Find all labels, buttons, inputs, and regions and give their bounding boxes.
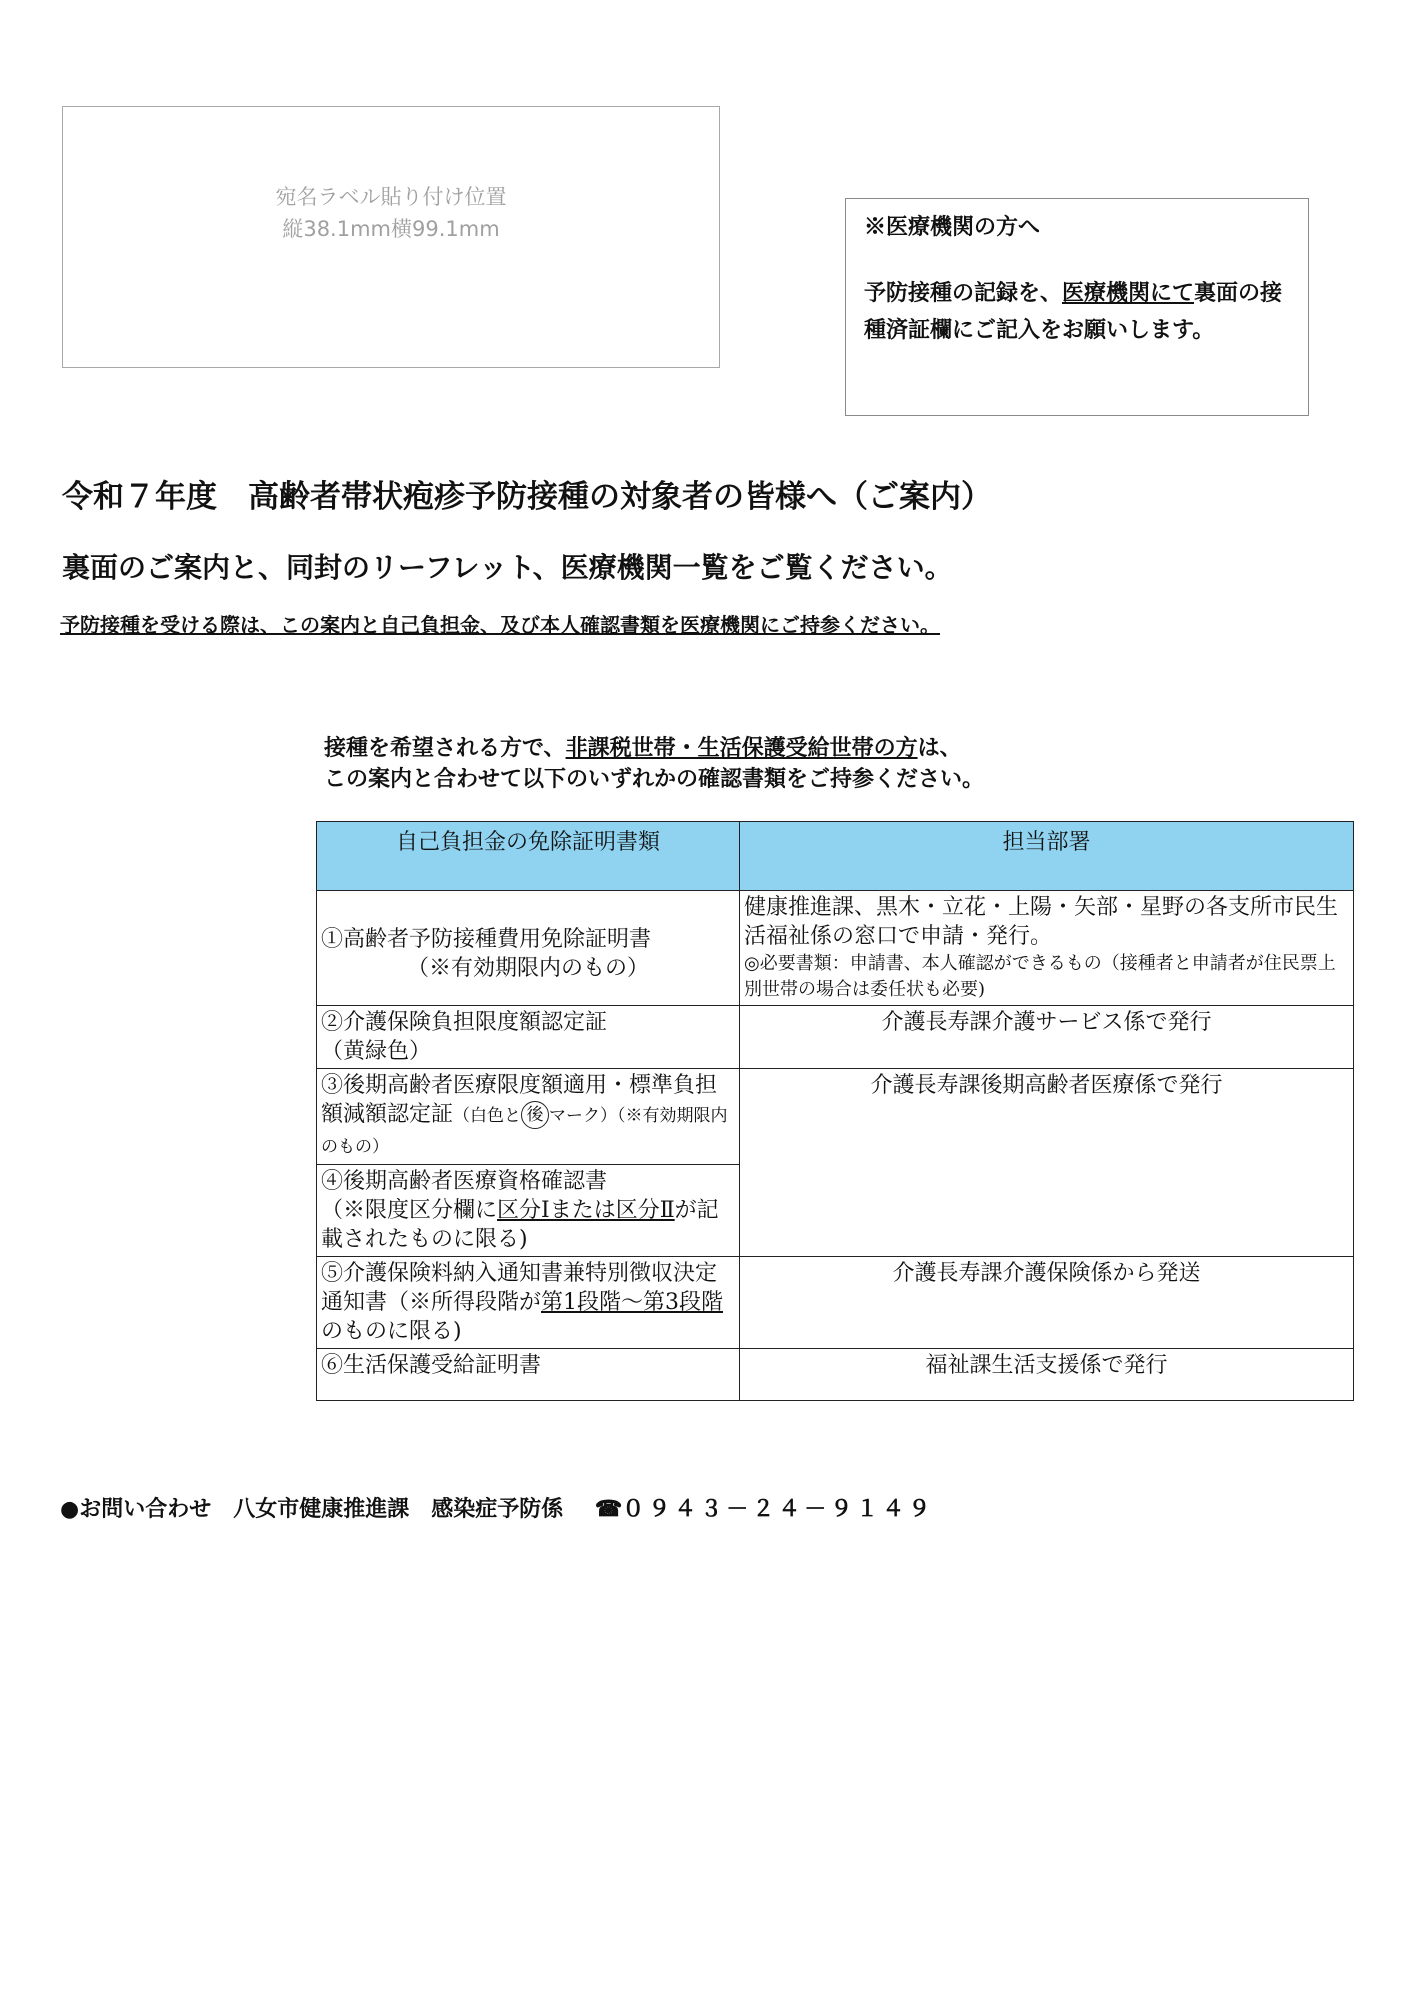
- row4-note-post: が記載されたものに限る): [321, 1198, 719, 1252]
- bring-items-notice: 予防接種を受ける際は、この案内と自己負担金、及び本人確認書類を医療機関にご持参ください。: [60, 613, 940, 637]
- row1-dept: 健康推進課、黒木・立花・上陽・矢部・星野の各支所市民生活福祉係の窓口で申請・発行。: [744, 895, 1339, 949]
- row1-doc-line2: （※有効期限内のもの）: [406, 956, 649, 981]
- table-cell-document: [317, 1165, 740, 1257]
- row2-doc: ②介護保険負担限度額認定証: [321, 1010, 608, 1035]
- exemption-intro: [324, 733, 984, 795]
- page-subtitle: 裏面のご案内と、同封のリーフレット、医療機関一覧をご覧ください。: [62, 551, 953, 584]
- table-header-department: 担当部署: [740, 822, 1354, 891]
- medical-notice-body-pre: 予防接種の記録を、: [864, 280, 1063, 306]
- contact-phone: ０９４３－２４－９１４９: [622, 1496, 935, 1522]
- medical-notice-title: ※医療機関の方へ: [864, 214, 1041, 240]
- table-cell-department: 介護長寿課介護サービス係で発行: [740, 1006, 1354, 1069]
- row1-dept-note: ◎必要書類：申請書、本人確認ができるもの（接種者と申請者が住民票上別世帯の場合は委任状も必要): [744, 953, 1336, 1000]
- table-header-row: [317, 822, 1354, 891]
- table-cell-department: [740, 891, 1354, 1006]
- row3-circle-mark: 後: [521, 1101, 549, 1129]
- row3-doc-small-post: マーク）（※有効期限内のもの）: [321, 1106, 728, 1157]
- table-cell-document: [317, 891, 740, 1006]
- table-cell-document: ⑥生活保護受給証明書: [317, 1349, 740, 1401]
- medical-notice-body-post: 裏面の接種済証欄にご記入をお願いします。: [864, 280, 1283, 343]
- exemption-documents-table: [316, 821, 1354, 1401]
- medical-notice-body: [864, 275, 1290, 349]
- row5-doc-underlined: 第1段階～第3段階: [541, 1290, 724, 1315]
- page-title: 令和７年度 高齢者帯状疱疹予防接種の対象者の皆様へ（ご案内）: [62, 479, 992, 515]
- table-cell-department: 介護長寿課後期高齢者医療係で発行: [740, 1069, 1354, 1257]
- table-cell-document: [317, 1006, 740, 1069]
- contact-info: [60, 1493, 934, 1525]
- row5-doc-pre: ⑤介護保険料納入通知書兼特別徴収決定通知書（※所得段階が: [321, 1261, 718, 1315]
- row4-doc-note: [321, 1196, 735, 1254]
- row4-doc: ④後期高齢者医療資格確認書: [321, 1169, 608, 1194]
- row2-doc-note: （黄緑色）: [321, 1039, 432, 1064]
- row5-doc-post: のものに限る): [321, 1319, 462, 1344]
- telephone-icon: ☎: [594, 1496, 623, 1522]
- address-label-area: [62, 106, 720, 368]
- table-cell-document: [317, 1257, 740, 1349]
- label-area-line1: 宛名ラベル貼り付け位置: [275, 185, 507, 209]
- label-area-line2: 縦38.1mm横99.1mm: [282, 217, 500, 241]
- medical-notice-body-underlined: 医療機関にて: [1062, 280, 1195, 306]
- intro-line1-post: は、: [917, 735, 962, 761]
- row1-doc-line1: ①高齢者予防接種費用免除証明書: [321, 927, 652, 952]
- row4-note-pre: （※限度区分欄に: [321, 1198, 498, 1223]
- intro-line1-underlined: 非課税世帯・生活保護受給世帯の方: [565, 735, 918, 761]
- intro-line1-pre: 接種を希望される方で、: [324, 735, 566, 761]
- table-header-documents: 自己負担金の免除証明書類: [317, 822, 740, 891]
- table-row: [317, 1006, 1354, 1069]
- table-row: [317, 1257, 1354, 1349]
- intro-line2: この案内と合わせて以下のいずれかの確認書類をご持参ください。: [324, 766, 985, 792]
- contact-label: ●お問い合わせ 八女市健康推進課 感染症予防係: [60, 1496, 564, 1522]
- medical-institution-notice: [845, 198, 1309, 416]
- intro-line1: [324, 733, 984, 764]
- table-row: [317, 1349, 1354, 1401]
- table-cell-department: 福祉課生活支援係で発行: [740, 1349, 1354, 1401]
- table-cell-department: 介護長寿課介護保険係から発送: [740, 1257, 1354, 1349]
- table-row: [317, 1069, 1354, 1165]
- row3-doc: ③後期高齢者医療限度額適用・標準負担額減額認定証: [321, 1073, 718, 1127]
- table-row: [317, 891, 1354, 1006]
- row4-note-underlined: 区分Ⅰまたは区分Ⅱ: [497, 1198, 675, 1223]
- row3-doc-small-pre: （白色と: [453, 1106, 522, 1126]
- table-cell-document: [317, 1069, 740, 1165]
